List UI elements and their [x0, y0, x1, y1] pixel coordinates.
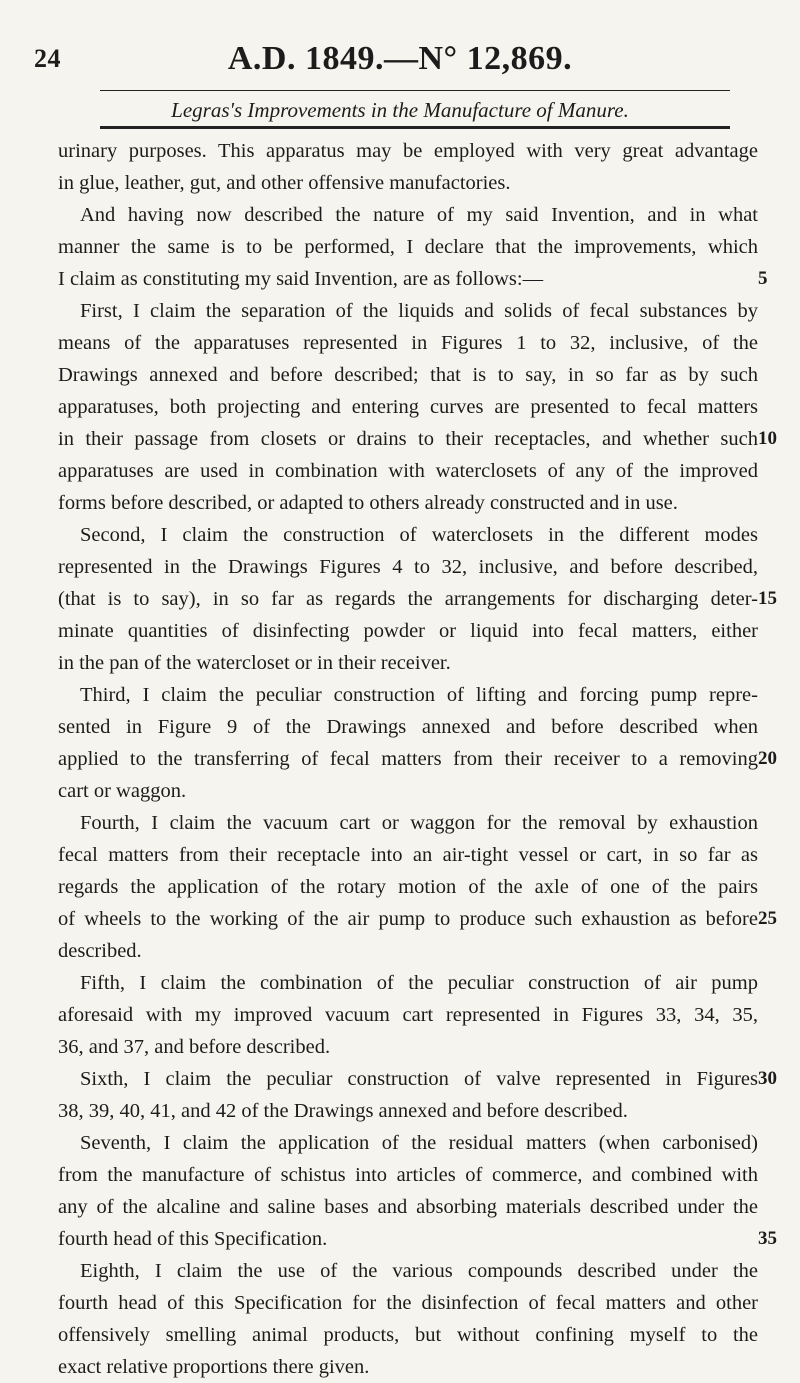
text-line — [58, 135, 758, 167]
text-line — [58, 391, 758, 423]
line-text: Third, I claim the peculiar construction of lifting and forcing pump repre- — [80, 684, 758, 706]
text-line — [58, 1319, 758, 1351]
line-text: (that is to say), in so far as regards the arrangements for discharging deter- — [58, 588, 758, 610]
text-line — [58, 679, 758, 711]
line-text: fecal matters from their receptacle into an air-tight vessel or cart, in so far as — [58, 844, 758, 866]
line-text: means of the apparatuses represented in Figures 1 to 32, inclusive, of the — [58, 332, 758, 354]
line-text: sented in Figure 9 of the Drawings annexed and before described when — [58, 716, 758, 738]
line-text: Fifth, I claim the combination of the peculiar construction of air pump — [80, 972, 758, 994]
margin-line-number: 25 — [758, 908, 777, 929]
line-text: regards the application of the rotary motion of the axle of one of the pairs — [58, 876, 758, 898]
text-line — [58, 423, 777, 455]
text-line — [58, 1351, 758, 1383]
text-line — [58, 231, 758, 263]
line-text: Sixth, I claim the peculiar construction of valve represented in Figures — [80, 1068, 758, 1090]
body-text — [58, 135, 777, 1383]
line-text: cart or waggon. — [58, 780, 187, 802]
margin-line-number: 30 — [758, 1068, 777, 1089]
text-line — [58, 615, 758, 647]
text-line — [58, 199, 758, 231]
line-text: represented in the Drawings Figures 4 to 32, inclusive, and before described, — [58, 556, 758, 578]
line-text: described. — [58, 940, 142, 962]
margin-line-number: 20 — [758, 748, 777, 769]
line-text: minate quantities of disinfecting powder or liquid into fecal matters, either — [58, 620, 758, 642]
line-text: And having now described the nature of my said Invention, and in what — [80, 204, 758, 226]
line-text: I claim as constituting my said Invention, are as follows:— — [58, 268, 544, 290]
line-text: manner the same is to be performed, I declare that the improvements, which — [58, 236, 758, 258]
line-text: First, I claim the separation of the liquids and solids of fecal substances by — [80, 300, 758, 322]
line-text: exact relative proportions there given. — [58, 1356, 370, 1378]
text-line — [58, 295, 758, 327]
text-line — [58, 327, 758, 359]
text-line — [58, 1255, 758, 1287]
line-text: aforesaid with my improved vacuum cart represented in Figures 33, 34, 35, — [58, 1004, 758, 1026]
patent-title: A.D. 1849.—N° 12,869. — [227, 40, 573, 77]
line-text: applied to the transferring of fecal matters from their receiver to a removing — [58, 748, 758, 770]
page-number: 24 — [34, 44, 61, 73]
line-text: fourth head of this Specification for the disinfection of fecal matters and other — [58, 1292, 758, 1314]
margin-line-number: 35 — [758, 1228, 777, 1249]
header-rule-thick — [100, 126, 730, 129]
line-text: forms before described, or adapted to others already constructed and in use. — [58, 492, 678, 514]
line-text: Fourth, I claim the vacuum cart or waggon for the removal by exhaustion — [80, 812, 758, 834]
line-text: in their passage from closets or drains to their receptacles, and whether such — [58, 428, 758, 450]
text-line — [58, 1095, 758, 1127]
text-line — [58, 999, 758, 1031]
line-text: 38, 39, 40, 41, and 42 of the Drawings annexed and before described. — [58, 1100, 628, 1122]
text-line — [58, 775, 758, 807]
line-text: Second, I claim the construction of waterclosets in the different modes — [80, 524, 758, 546]
text-line — [58, 871, 758, 903]
line-text: offensively smelling animal products, but without confining myself to the — [58, 1324, 758, 1346]
line-text: any of the alcaline and saline bases and absorbing materials described under the — [58, 1196, 758, 1218]
text-line — [58, 967, 758, 999]
text-line — [58, 711, 758, 743]
text-line — [58, 1191, 758, 1223]
text-line — [58, 551, 758, 583]
line-text: Seventh, I claim the application of the residual matters (when carbonised) — [80, 1132, 758, 1154]
header-rule-thin — [100, 90, 730, 91]
line-text: in the pan of the watercloset or in their receiver. — [58, 652, 451, 674]
text-line — [58, 167, 758, 199]
margin-line-number: 10 — [758, 428, 777, 449]
text-line — [58, 1127, 758, 1159]
text-line — [58, 583, 777, 615]
text-line — [58, 1063, 777, 1095]
text-line — [58, 1223, 777, 1255]
text-line — [58, 743, 777, 775]
text-line — [58, 487, 758, 519]
running-head: Legras's Improvements in the Manufacture of Manure. — [171, 98, 629, 122]
text-line — [58, 935, 758, 967]
line-text: 36, and 37, and before described. — [58, 1036, 331, 1058]
text-line — [58, 263, 768, 295]
text-line — [58, 903, 777, 935]
text-line — [58, 647, 758, 679]
line-text: Eighth, I claim the use of the various compounds described under the — [80, 1260, 758, 1282]
text-line — [58, 839, 758, 871]
line-text: from the manufacture of schistus into articles of commerce, and combined with — [58, 1164, 758, 1186]
line-text: apparatuses are used in combination with waterclosets of any of the improved — [58, 460, 758, 482]
margin-line-number: 5 — [758, 268, 768, 289]
text-line — [58, 519, 758, 551]
line-text: of wheels to the working of the air pump to produce such exhaustion as before — [58, 908, 758, 930]
text-line — [58, 455, 758, 487]
line-text: urinary purposes. This apparatus may be employed with very great advantage — [58, 140, 758, 162]
line-text: Drawings annexed and before described; that is to say, in so far as by such — [58, 364, 758, 386]
margin-line-number: 15 — [758, 588, 777, 609]
text-line — [58, 1159, 758, 1191]
text-line — [58, 359, 758, 391]
line-text: apparatuses, both projecting and entering curves are presented to fecal matters — [58, 396, 758, 418]
line-text: in glue, leather, gut, and other offensive manufactories. — [58, 172, 511, 194]
text-line — [58, 1287, 758, 1319]
text-line — [58, 1031, 758, 1063]
text-line — [58, 807, 758, 839]
line-text: fourth head of this Specification. — [58, 1228, 328, 1250]
